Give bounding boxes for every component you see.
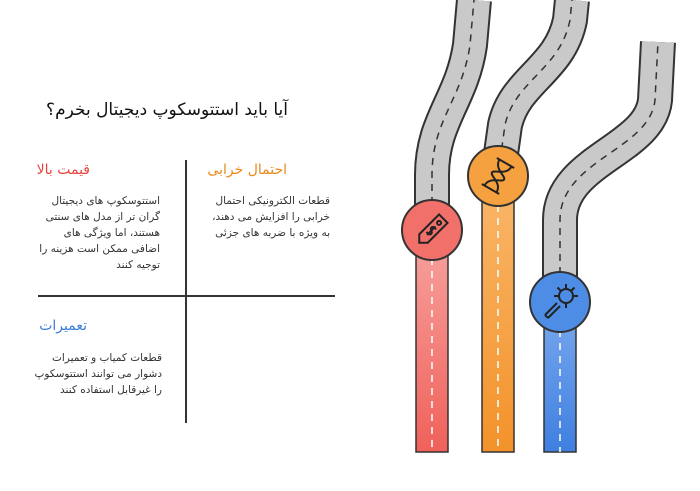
- text-line: استتوسکوپ های دیجیتال: [51, 195, 160, 207]
- road-gray-3: [560, 42, 658, 300]
- malfunction-title: احتمال خرابی: [207, 162, 287, 178]
- text-line: توجیه کنند: [116, 259, 160, 271]
- text-line: اضافی ممکن است هزینه را: [39, 243, 160, 255]
- lane-red: [416, 232, 448, 452]
- text-line: به ویژه با ضربه های جزئی: [215, 227, 330, 239]
- text-line: قطعات کمیاب و تعمیرات: [51, 352, 162, 364]
- malfunction-text: [200, 193, 330, 241]
- text-line: را غیرقابل استفاده کنند: [60, 384, 162, 396]
- price-tag-icon: [402, 200, 462, 260]
- wrench-gear-icon: [530, 272, 590, 332]
- page-title: آیا باید استتوسکوپ دیجیتال بخرم؟: [46, 100, 288, 120]
- high-price-title: قیمت بالا: [36, 162, 90, 178]
- text-line: قطعات الکترونیکی احتمال: [215, 195, 330, 207]
- repairs-title: تعمیرات: [39, 318, 87, 334]
- text-line: گران تر از مدل های سنتی: [45, 211, 160, 223]
- repairs-text: [32, 350, 162, 398]
- lane-orange: [482, 178, 514, 452]
- text-line: دشوار می توانند استتوسکوپ: [34, 368, 162, 380]
- high-price-text: [25, 193, 160, 273]
- hourglass-icon: [468, 146, 528, 206]
- quadrant-divider-vertical: [185, 160, 187, 423]
- text-line: خرابی را افزایش می دهند،: [212, 211, 330, 223]
- road-gray-1: [432, 0, 474, 230]
- text-line: هستند، اما ویژگی های: [63, 227, 160, 239]
- quadrant-divider-horizontal: [38, 295, 335, 297]
